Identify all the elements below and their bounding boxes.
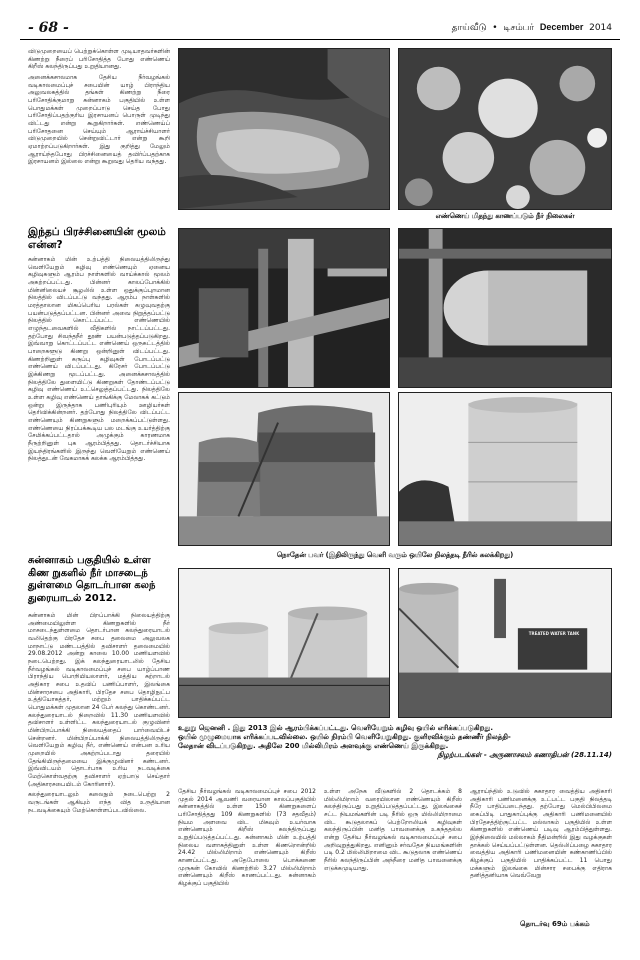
- paragraph: சுன்னாகம் மின் உற்பத்தி நிலையத்திலிருந்து வெளியேறும் கழிவு எண்ணெயும் ஏனைய கழிவுகளும் ஆரம்ப நாள்களில் வாய்க்கால் மூலம் அகற்றப்பட்டது. பின்னர் காலப்போக்கில் மின்னிலையச் சூழலில் உள்ள ஒதுக்குப்புறமான நிலத்தில் விடப்பட்டு வந்தது. ஆரம்ப நாள்களில் மரத்தாலான மிகப்பெரிய பரல்கள் கழுவுவதற்கு பயன்படுத்தப்பட்டன. பின்னர் அவை நிறுத்தப்பட்டு நிலத்தில் கொட்டப்பட்ட எண்ணெயில் எழுந்தடவைகளில் வீதிகளில் நாட்டப்பட்டது. தற்போது சிவந்தநீர் தூண் பயன்படுத்தப்படுகிறது. இவ்வாறு கொட்டப்பட்ட எண்ணெய் ஒருகட்டத்தில் பாறைகளூடு கிணறு ஒன்றினுள் விடப்பட்டது. கிணற்றினுள் கருப்பு கழிவுகள் போடப்பட்டு எண்ணெய் விடப்பட்டது. கிரேசர் போடப்பட்டு இக்கிணறு மூடப்பட்டது. அனைக்கசாலத்தில் நிலத்திலே துளையிட்டு கிணறுகள் தோண்டப்பட்டு கழிவு எண்ணெய் உட்செலுத்தப்பட்டது. நிலத்திலே உள்ள கழிவு எண்ணெய் தாங்கிக்கு மேலாகக் கட்டும் ஒன்று இருந்தாக பணிபுரியும் ஊழியர்கள் தெரிவிக்கின்றனர். தற்போது நிலத்திலே விடப்பட்ட எண்ணெயும் கிணறுகளும் மறைக்கப்பட்டுள்ளது. எண்ணெயை நிரப்பக்கூடிய பல மடங்கு உயர்த்திற்கு சேமிக்கப்பட்டதால் அழுக்கும் காரணமாக நீருற்றினுள் புக ஆரம்பித்தது. தொடர்ச்சியாக இயந்திரங்களில் இருந்து வெளியேறும் எண்ணெய் நிலத்துடன் வேகமாகக் கலக்க ஆரம்பித்தது.: [28, 256, 170, 463]
- paragraph: ஆராய்ந்தில் உடுவில் சுகாதார வைத்திய அதிகாரி அதிகாரி பணிமனைக்கு உட்பட்ட பகுதி நிலத்தடி நீரே பாதிப்படைந்தது. தற்போது மெல்பிபிலமை கைப்பிடி பாதுகாப்புக்கு அதிகாரி பணிமனையில் பிரதேசத்திற்குட்பட்ட மல்லாகம் பகுதியில் உள்ள கிணறுகளில் எண்ணெய் படிவு ஆரம்பித்துள்ளது. இந்நிலையில் மல்லாகம் நீதிமன்றில் இது வழக்குகள் தாக்கல் செய்யப்பட்டுள்ளன. தெல்லிப்பழை சுகாதார வைத்திய அதிகாரி பணிமனையின் கண்காணிப்பில் கிழக்குப் பகுதியில் பாதிக்கப்பட்ட 11 பொது மக்களும் இலங்கை மின்சார சபைக்கு எதிராக தனித்தனியாக வெவ்வேறு: [470, 788, 612, 880]
- continuation-note: தொடர்வு 69ம் பக்கம்: [520, 920, 590, 928]
- left-col-top: [28, 48, 170, 224]
- masthead: தாய்வீடு • டிசம்பர் December 2014: [451, 22, 612, 33]
- left-col-bottom: [28, 612, 170, 932]
- paragraph: சுன்னாகம் மின் பிறப்பாக்கி நிலையத்திற்கு அண்மையிலுள்ள கிணறுகளில் நீர் மாசடைந்துள்ளமை தொடர்பான கலந்துரையாடல் வலிதெற்கு பிரதேச சபை தலைமை அலுவலக மாநாட்டு மண்டபத்தில் தவிசாளர் தலைமையில் 29.08.2012 அன்று காலை 10.00 மணியளவில் நடைபெற்றது. இக் கலந்துரையாடலில் தேசிய நீர்வழங்கல் வடிகாலமைப்புச் சபை யாழ்ப்பாண பிராந்திய பொறியியலாளர், மத்திய சுற்றாடல் அதிகார சபை உதவிப் பணிப்பாளர், இலங்கை மின்சாரசபை அதிகாரி, பிரதேச சபை தொழிநுட்ப உத்தியோகத்தர், மற்றும் பாதிக்கப்பட்ட பொதுமக்கள் முதலான 24 பேர் கலந்து கொண்டனர். கலந்துரையாடல் நிறைவில் 11.30 மணியளவில் தவிசாளர் உள்ளிட்ட கலந்துரையாடல் குழுவினர் மின்பிறப்பாக்கி நிலையத்தைப் பார்வையிடச் சென்றனர். மின்பிறப்பாக்கி நிலையத்திலிருந்து வெளியேறும் கழிவு நீர், எண்ணெய் என்பன உரிய முறையில் அகற்றப்படாது தரையில் தேங்கியிருந்தமையை இக்குழுவினர் கண்டனர். இவ்விடயம் தொடர்பாக உரிய நடவடிக்கை மேற்கொள்வதற்கு தவிசாளர் ஏற்பாடு செய்தார் (அதிகாரசபையிடம் கோரினார்).: [28, 612, 170, 788]
- page-header: [20, 18, 620, 40]
- photo-treated-water-tank: [398, 568, 612, 718]
- caption-line: லேதான் விடப்படுகிறது. அதிலே 200 மில்லிமிரம் அளவுக்கு எண்ணெய் இருக்கிறது.: [178, 742, 449, 751]
- paragraph: கலந்துரையாடலும் கலைநும் நடைபெற்று 2 வருடங்கள் ஆகியும் எந்த வித உருதியான நடவடிக்கையும் மேற்கொள்ளப்படவில்லை.: [28, 791, 170, 814]
- page-number: - 68 -: [28, 20, 69, 36]
- tank-label: TREATED WATER TANK: [528, 631, 580, 636]
- paragraph: அனைக்கசாலமாக தேசிய நீர்வழங்கல் வடிகாலமைப்புச் சபையின் யாழ் பிராந்திய அலுவலகத்தில் தங்கள் கிணற்று நீரை பரிசோதிக்குமாறு சுன்னாகம் பகுதியில் உள்ள பொதுமக்கள் முறைப்பாடு செய்த போது பரிசோதிப்பதற்குரிய இரசாயனப் பொருள் முடிந்து விட்டது என்று கூறுகிறார்கள். எண்ணெய்ப் பரிசோதனை செய்யும் ஆராய்ச்சியாளர் விடுமுறையில் சென்றுவிட்டார் என்று கூறி ஏமாற்றப்படுகிறார்கள். இது குறித்து மேலும் ஆராய்ந்தபோது பிரச்சினையைத் தவிர்ப்பதற்காக இரசாயனம் இல்லை என்று கூறுவது தெரிய வந்தது.: [28, 74, 170, 166]
- photo-caption: நொதேன் பவர் (இதிலிருந்து வெளி வரும் ஒயிலே நிலத்தடி நீரில் கலக்கிறது): [276, 551, 514, 559]
- bottom-col-2: [324, 788, 462, 932]
- caption-line: ஒயில் முழுமையாக எரிக்கப்படவில்லை. ஒயில் நிரம்பி வெளியேறுகிறது. குளிரவிக்கும் தண்ணீர் நிலத்தி-: [178, 733, 511, 742]
- left-col-middle: [28, 256, 170, 548]
- photo-cooling-towers: [178, 392, 390, 546]
- issue-month-ta: டிசம்பர்: [503, 23, 535, 33]
- photo-tanks-fenced: [178, 568, 390, 718]
- photo-oily-pond-2: [398, 48, 612, 210]
- caption-line: உதுறு ஜெனனி . இது 2013 இல் ஆரம்பிக்கப்பட்டது. வெளியேறும் கழிவு ஒயில் எரிக்கப்படுகிறது.: [178, 724, 494, 732]
- bottom-col-1: [178, 788, 316, 932]
- bottom-col-3: [470, 788, 612, 912]
- photo-machinery-2: [398, 228, 612, 388]
- paragraph: தேசிய நீர்வழங்கல் வடிகாலமைப்புச் சபை 2012 முதல் 2014 ஆவணி வரையான காலப்பகுதியில் சுன்னாகத்தில் உள்ள 150 கிணறுகளைப் பரிசோதித்தது 109 கிணறுகளில் (73 சதவீதம்) நியம அளவை விட மிகவும் உயர்வாக எண்ணெயும் கிறீஸ் கலந்திருப்பது உறுதிப்படுத்தப்பட்டது. சுன்னாகம் மின் உற்பத்தி நிலைய வளாகத்தினுள் உள்ள கிணறொன்றில் 24.42 மில்லிமிறாம் எண்ணெயும் கிறீஸ் காணப்பட்டது. அதேபோலை பொக்கணை முருகன் கோவில் கிணற்றில் 3.27 மில்லிமிறாம் எண்ணெயும் கிறீஸ் காணப்பட்டது. சுன்னாகம் கிழக்குப் பகுதியில்: [178, 788, 316, 888]
- section-heading: இந்தப் பிரச்சினையின் மூலம் என்ன?: [28, 226, 166, 252]
- paragraph: உள்ள அநேக வீடுகளில் 2 தொடக்கம் 8 மில்லிமிறாம் வரையிலான எண்ணெயும் கிறீஸ் கலந்திருப்பது உறுதிப்படுத்தப்பட்டது. இலங்கைச் சட்ட நியமங்களின் படி நீரில் ஒரு மில்லிமிறாமை விட கூடுதலாகப் பெற்றோலியக் கழிவுகள் கலந்திருப்பின் மனித பாவனைக்கு உகந்ததல்ல என்று தேசிய நீர்வழங்கல் வடிகாலமைப்புச் சபை அறிவுறுத்துகிறது. எனினும் சர்வதேச நியமங்களின் படி 0.2 மில்லிமிறாமை விட கூடுதலாக எண்ணெய் நீரில் கலந்திருப்பின் அந்நீரை மனித பாவனைக்கு எடுக்கமுடியாது.: [324, 788, 462, 872]
- photo-storage-tank: [398, 392, 612, 546]
- photo-credit: நிழற்படங்கள் - அருணாசலம் கணாதிபன் (28.11.14): [437, 751, 612, 760]
- issue-year: 2014: [589, 23, 612, 33]
- photo-oily-pond-1: [178, 48, 390, 210]
- section-heading: சுன்னாகம் பகுதியில் உள்ள கிண றுகளில் நீர் மாசடைந் துள்ளமை தொடர்பான கலந் துரையாடல் 2012.: [28, 555, 156, 604]
- bottom-caption: [178, 724, 612, 760]
- photo-machinery-1: [178, 228, 390, 388]
- magazine-name: தாய்வீடு: [451, 23, 487, 33]
- paragraph: விடுமுறையைப் பெற்றுக்கொள்ள முடியாதவர்களின் கிணற்று நீரைப் பரிசோதித்த போது எண்ணெய் கிறீஸ் கலந்திருப்பது உறுதியானது.: [28, 48, 170, 71]
- issue-month-en: December: [539, 22, 584, 32]
- photo-caption: எண்ணெய் மிதந்து காணப்படும் நீர் நிலைகள்: [435, 212, 575, 220]
